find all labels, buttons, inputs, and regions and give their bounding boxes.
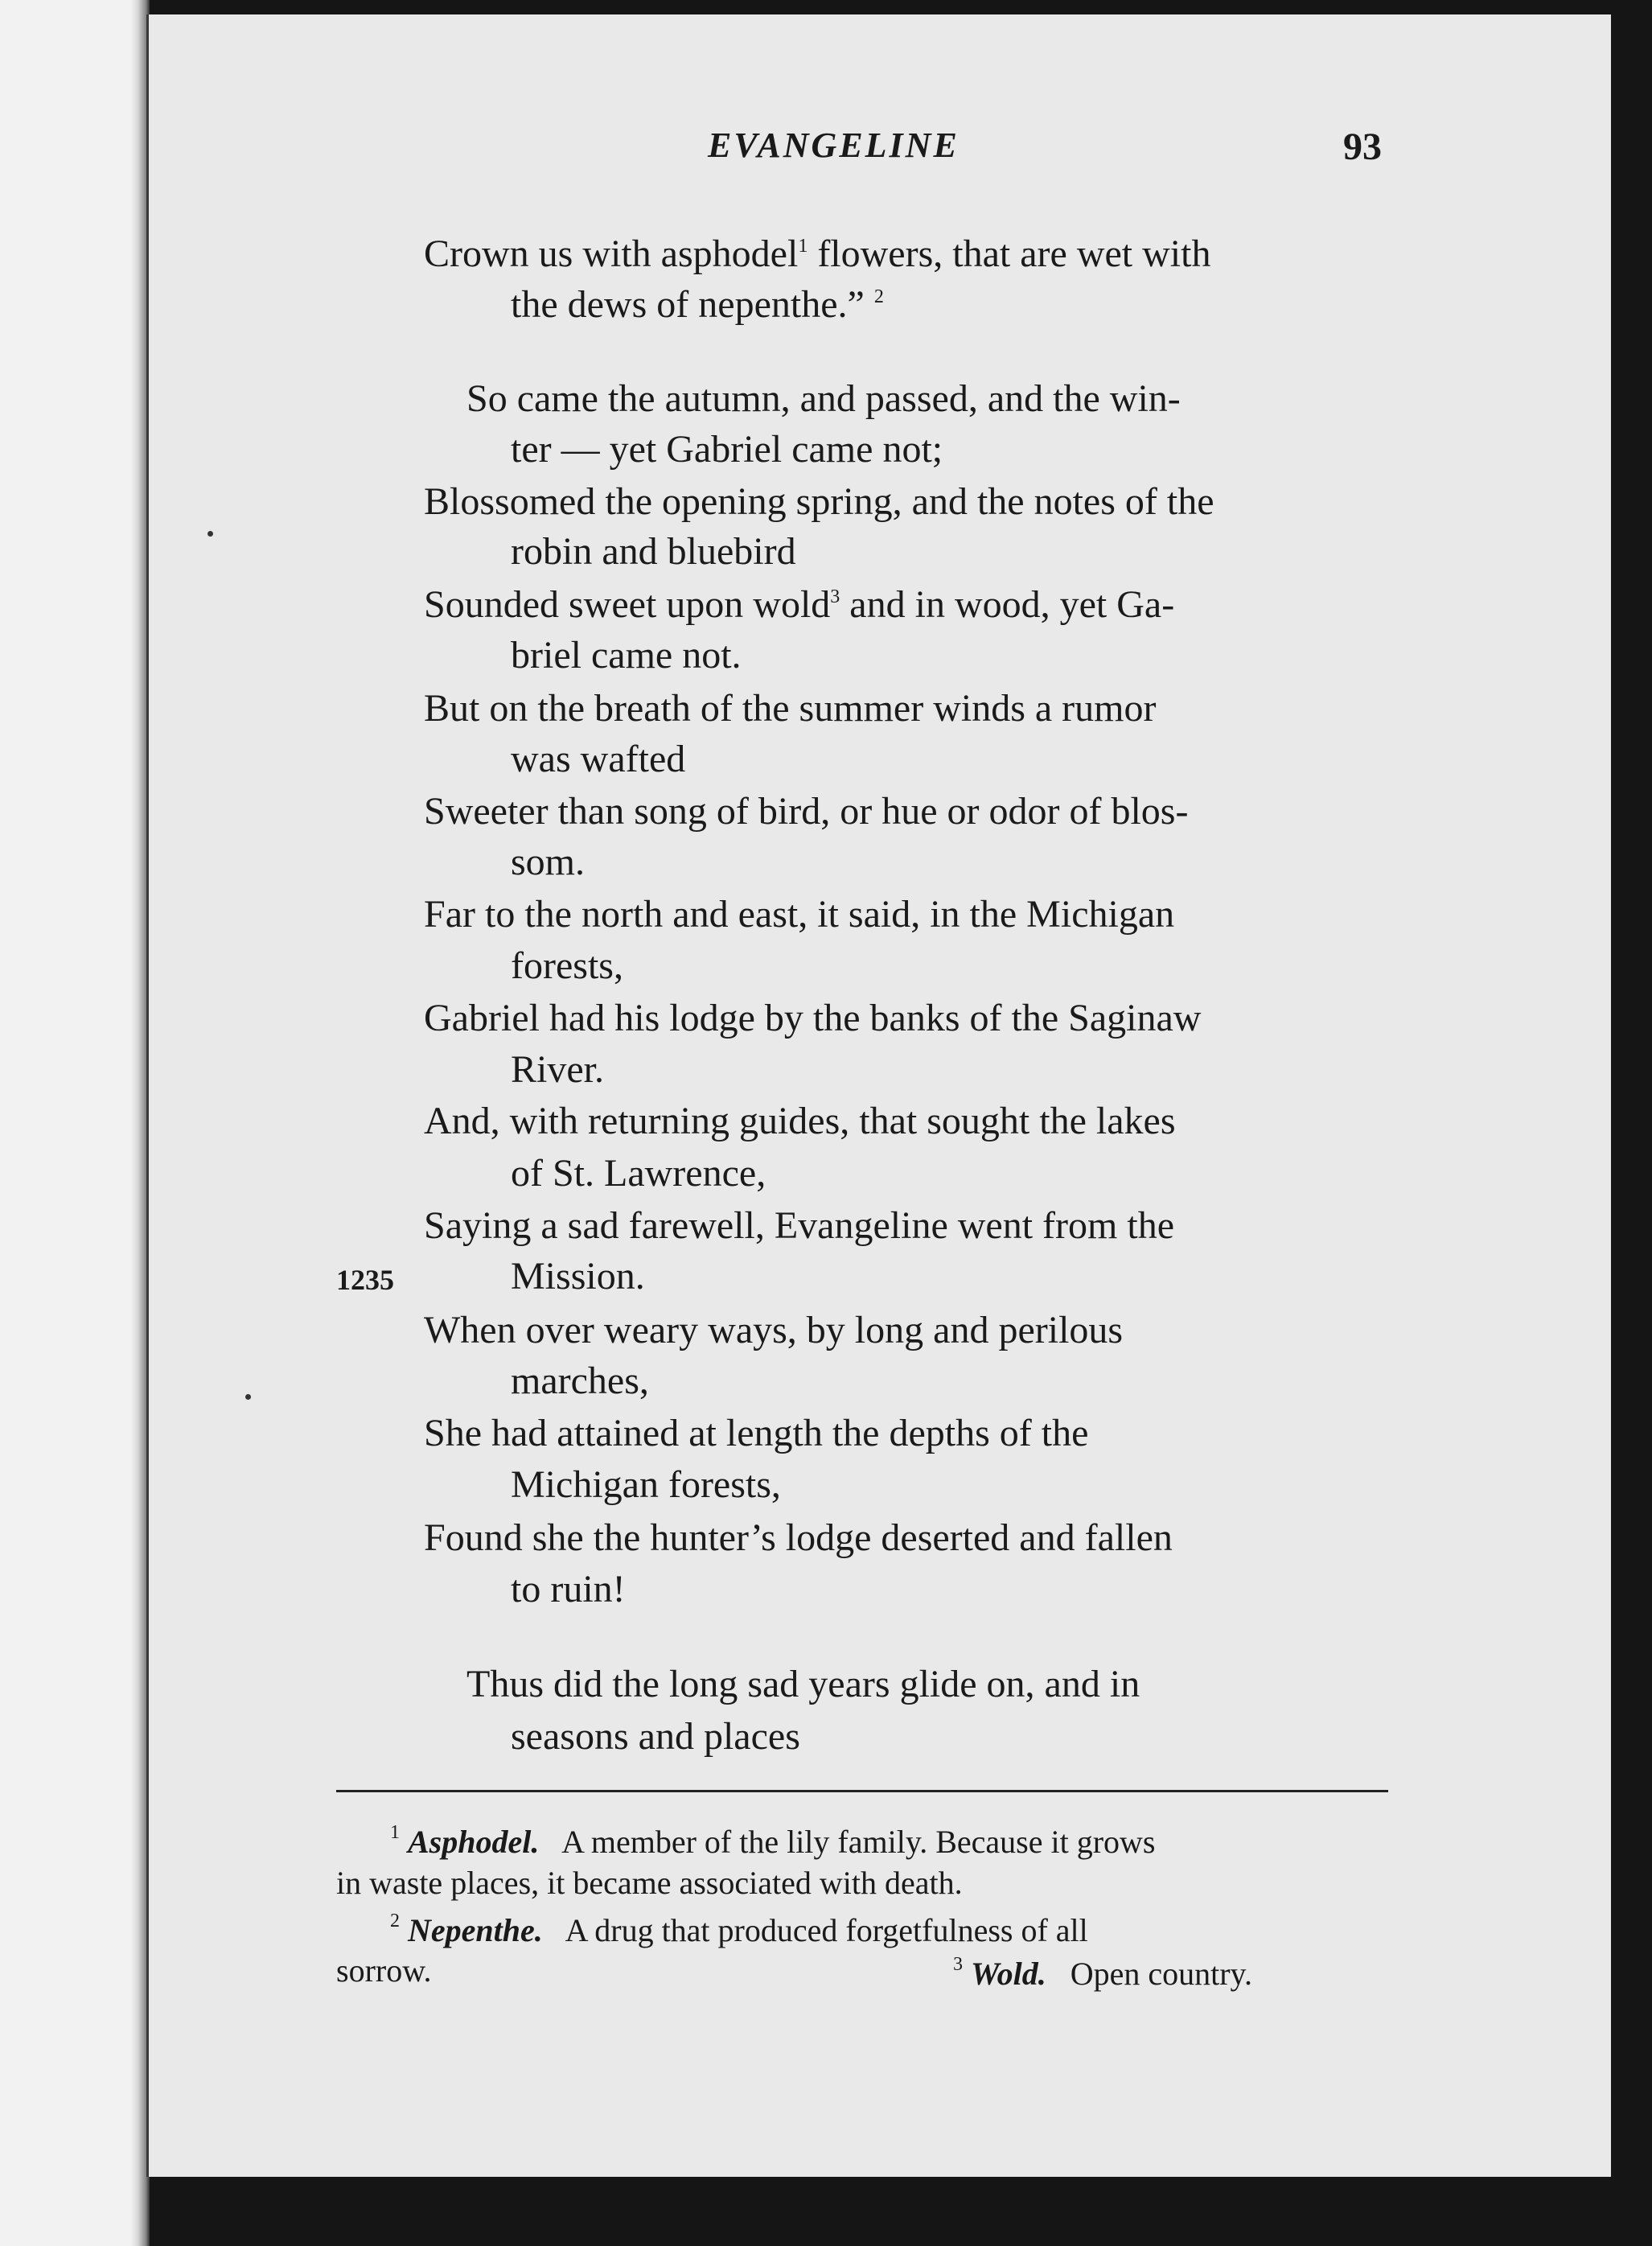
- poem-line: to ruin!: [511, 1568, 626, 1610]
- footnote-1: $^1$ Asphodel. A member of the lily family. Because it grows: [390, 1822, 1156, 1860]
- line-number: 1235: [336, 1264, 394, 1296]
- poem-line: Thus did the long sad years glide on, and in: [466, 1663, 1140, 1705]
- poem-line: So came the autumn, and passed, and the win-: [466, 377, 1181, 420]
- poem-line: Mission.: [511, 1255, 645, 1298]
- speck: [208, 531, 213, 537]
- poem-line: seasons and places: [511, 1715, 800, 1758]
- poem-line: And, with returning guides, that sought the lakes: [424, 1100, 1176, 1142]
- running-header: EVANGELINE: [708, 125, 960, 165]
- footnote-2: $^2$ Nepenthe. A drug that produced forgetfulness of all: [390, 1911, 1088, 1948]
- poem-line: ter — yet Gabriel came not;: [511, 428, 943, 471]
- poem-line: Far to the north and east, it said, in the Michigan: [424, 893, 1175, 936]
- poem-line: marches,: [511, 1360, 649, 1402]
- poem-line: But on the breath of the summer winds a rumor: [424, 687, 1157, 730]
- poem-line: Blossomed the opening spring, and the notes of the: [424, 480, 1214, 523]
- poem-line: Michigan forests,: [511, 1463, 781, 1506]
- poem-line: forests,: [511, 944, 623, 987]
- footnote-1-continued: in waste places, it became associated with death.: [336, 1865, 963, 1901]
- poem-line: Sounded sweet upon wold$^3$ and in wood, yet Ga-: [424, 583, 1175, 626]
- poem-line: of St. Lawrence,: [511, 1152, 766, 1195]
- poem-line: briel came not.: [511, 634, 742, 677]
- poem-line: the dews of nepenthe.” $^2$: [511, 283, 884, 326]
- footnote-2-continued: sorrow.: [336, 1952, 432, 1989]
- poem-line: was wafted: [511, 738, 686, 780]
- left-page-edge: [0, 0, 130, 2246]
- poem-line: When over weary ways, by long and perilous: [424, 1309, 1124, 1351]
- footnote-rule: [1243, 1790, 1388, 1792]
- poem-line: Saying a sad farewell, Evangeline went from the: [424, 1204, 1174, 1247]
- footnote-3: $^3$ Wold. Open country.: [953, 1954, 1252, 1992]
- poem-line: som.: [511, 841, 586, 883]
- poem-line: River.: [511, 1048, 604, 1091]
- poem-line: Sweeter than song of bird, or hue or odor of blos-: [424, 790, 1189, 833]
- poem-line: She had attained at length the depths of the: [424, 1412, 1089, 1454]
- footnote-rule: [336, 1790, 1243, 1792]
- poem-line: Crown us with asphodel$^1$ flowers, that are wet with: [424, 232, 1211, 275]
- poem-line: Found she the hunter’s lodge deserted and fallen: [424, 1516, 1173, 1559]
- poem-line: Gabriel had his lodge by the banks of the Saginaw: [424, 997, 1202, 1039]
- page-number: 93: [1343, 125, 1382, 168]
- speck: [245, 1394, 251, 1400]
- poem-line: robin and bluebird: [511, 530, 796, 573]
